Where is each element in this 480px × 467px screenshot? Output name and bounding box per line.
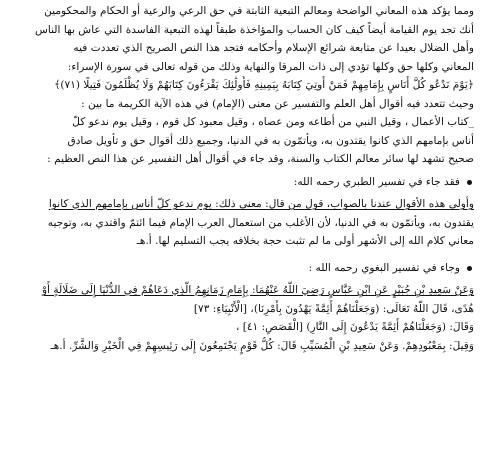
bullet-icon xyxy=(467,180,472,185)
tabari-quote-line: وأولى هذه الأقوال عندنا بالصواب، قول من قال: معنى ذلك: يوم ندعو كلّ أناس بإمامهم الذي كانوا xyxy=(48,198,474,210)
paragraph-line: وأهل الضلال بعيدا عن متابعة شرائع الإسلام وأحكامه فتجد هذا النص الصريح الذي تعددت فيه xyxy=(73,42,474,54)
paragraph-line: المعاني وكلها حق وكلها تؤدي إلى ذات المرقا والنهاية وذلك من قوله تعالى في سورة الإسراء: xyxy=(67,60,474,73)
tabari-heading xyxy=(6,173,474,192)
tabari-quote-line: معاني كلام الله إلى الأشهر أولى ما لم تثبت حجة بخلافه يجب التسليم لها. أ.هـ xyxy=(136,235,474,247)
quran-verse: ﴿يَوْمَ نَدْعُو كُلَّ أُنَاسٍ بِإِمَامِهِمْ فَمَنْ أُوتِيَ كِتَابَهُ بِيَمِينِهِ فَأُولَٰئِكَ يَقْرَءُونَ كِتَابَهُمْ وَلَا يُظْلَمُونَ فَتِيلًا (٧١)﴾ xyxy=(54,79,474,91)
paragraph-line: وحيث تتعدد فيه أقوال أهل العلم والتفسير عن معنى (الإمام) في هذه الآية الكريمة ما بين : xyxy=(81,97,474,110)
baghawi-quote-line: وَعَنْ سَعِيدِ بْنِ جُبَيْرٍ عَنِ ابْنِ عَبَّاسٍ رَضِيَ اللَّهُ عَنْهُمَا: بِإِمَامِ زَمَانِهِمُ الَّذِي دَعَاهُمْ فِي الدُّنْيَا إِلَى ضَلَالَةٍ أَوْ xyxy=(41,284,474,296)
baghawi-heading xyxy=(6,259,474,278)
paragraph-line: أناس بإمامهم الذي كانوا يقتدون به، ويأتمّون به في الدنيا، وجميع ذلك أقوال حق و تأويل صادق xyxy=(67,134,474,147)
paragraph-line: ومما يؤكد هذه المعاني الواضحة ومعالم التبعية الثابتة في حق الرعي والرعية أو الحكام والمحكومين xyxy=(44,5,474,17)
paragraph-line: _كتاب الأعمال ، وقيل النبي من أطاعه ومن عصاه ، وقيل معبود كل قوم ، وقيل يوم ندعو كلّ xyxy=(72,116,474,128)
tabari-heading-text: فقد جاء في تفسير الطبري رحمه الله: xyxy=(293,175,460,188)
baghawi-quote-line: وَقَالَ: (وَجَعَلْنَاهُمْ أَئِمَّةً يَدْعُونَ إِلَى النَّارِ) [الْقَصَصِ: ٤١] ، xyxy=(235,321,474,333)
tabari-quote-line: يقتدون به، ويأتمّون به في الدنيا، لأن الأغلب من استعمال العرب الإمام فيما ائتمّ واقتدي به، وتوجيه xyxy=(47,216,474,229)
baghawi-quote-line: هُدًى، قَالَ اللَّهُ تَعَالَى: (وَجَعَلْنَاهُمْ أَئِمَّةً يَهْدُونَ بِأَمْرِنَا)، [الْأَنْبِيَاءِ: ٧٣] xyxy=(193,302,474,315)
baghawi-quote-line: وَقِيلَ: بِمَعْبُودِهِمْ. وَعَنْ سَعِيدِ بْنِ الْمُسَيِّبِ قَالَ: كُلُّ قَوْمٍ يَجْتَمِعُونَ إِلَى رَئِيسِهِمْ فِي الْخَيْرِ وَالشَّرِّ. أ.هـ xyxy=(50,339,474,352)
bullet-icon xyxy=(467,266,472,271)
baghawi-heading-text: وجاء في تفسير البغوي رحمه الله : xyxy=(308,261,460,274)
paragraph-line: أنك تجد يوم القيامة أيضاً كيف كان الحساب والمؤاخذة طبقاً لهذه التبعية الفاسدة التي عاش بها الناس xyxy=(34,23,474,36)
paragraph-line: صحيح تشهد لها سائر معالم الكتاب والسنة، وقد جاء في أقوال أهل التفسير عن هذا النص العظيم : xyxy=(47,153,474,165)
